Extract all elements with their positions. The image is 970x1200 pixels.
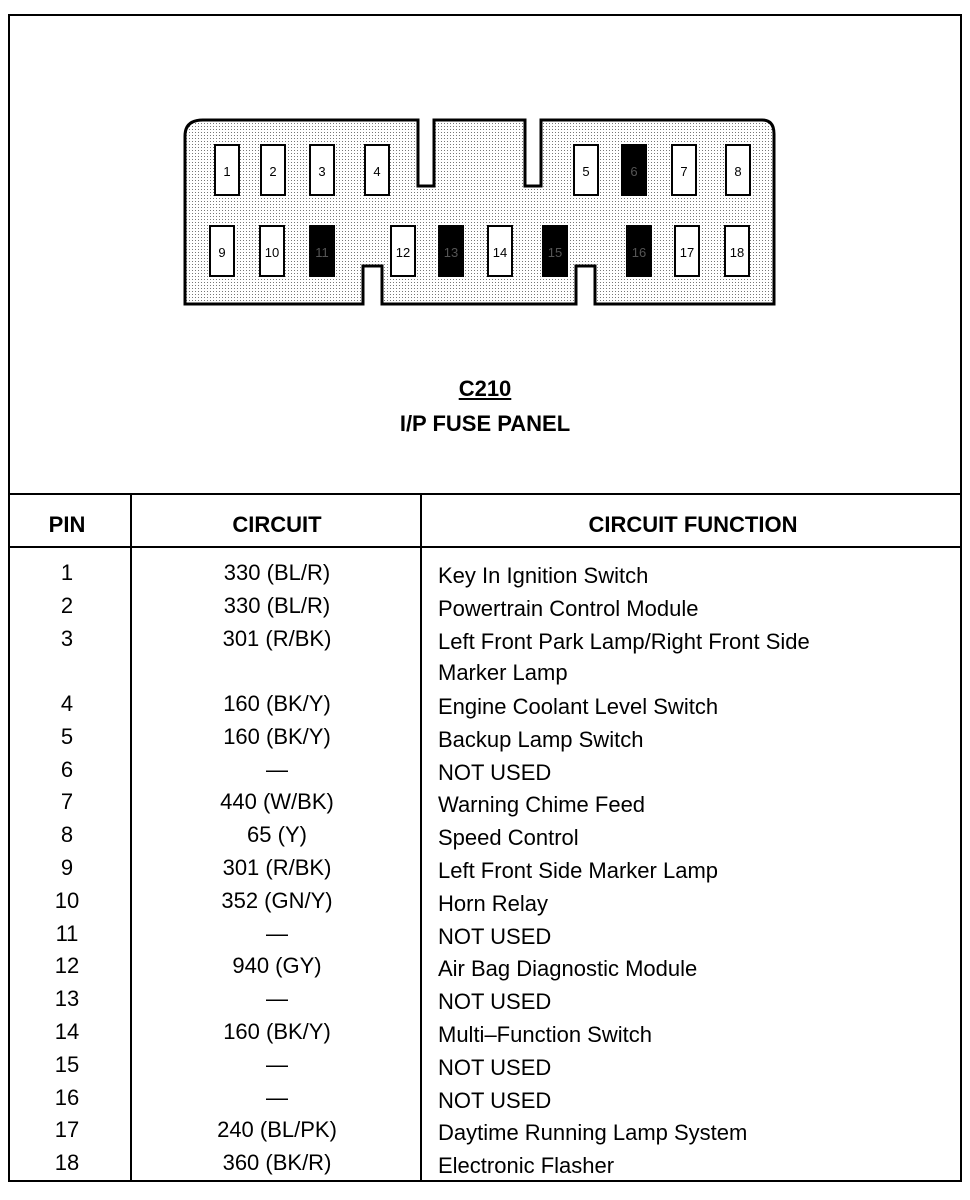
header-pin: PIN [48,512,86,537]
connector-cavity-5 [574,145,598,195]
row-pin: 9 [60,855,74,880]
row-function-line: NOT USED [438,1087,552,1113]
row-function-line: Marker Lamp [438,659,568,685]
row-pin: 8 [60,822,74,848]
row-circuit: 360 (BK/R) [222,1150,332,1176]
connector-cavity-17 [675,226,699,276]
row-function-line: Left Front Park Lamp/Right Front Side [438,628,810,654]
row-function-line: Warning Chime Feed [438,792,646,818]
table-row [0,1052,970,1085]
row-pin: 10 [54,887,80,913]
table-row [0,888,970,921]
row-pin: 1 [60,560,74,585]
table-row [0,953,970,986]
header-circuit: CIRCUIT [232,512,322,537]
table-row [0,789,970,822]
row-circuit: 940 (GY) [232,953,322,979]
row-function [438,691,958,722]
row-circuit: 330 (BL/R) [223,592,331,618]
cavity-number: 10 [264,245,280,260]
row-pin: 16 [54,1084,80,1110]
connector-name: I/P FUSE PANEL [399,411,571,436]
connector-id: C210 [458,376,512,401]
row-function-line: NOT USED [438,989,552,1015]
row-function [438,855,958,886]
row-pin: 3 [60,625,74,651]
connector-cavity-18 [725,226,749,276]
row-pin: 12 [54,953,80,979]
row-function-line: Engine Coolant Level Switch [438,694,719,719]
row-pin: 4 [60,691,74,716]
cavity-number: 17 [679,245,695,260]
row-function-line: Left Front Side Marker Lamp [438,858,719,883]
row-pin: 6 [60,756,74,782]
row-function [438,1019,958,1050]
row-function-line: Key In Ignition Switch [438,563,649,588]
row-circuit: 160 (BK/Y) [223,723,331,749]
row-circuit: — [266,1051,288,1077]
row-circuit: 160 (BK/Y) [223,1019,331,1044]
connector-cavity-8 [726,145,750,195]
connector-cavity-6 [622,145,646,195]
row-function [438,593,958,624]
connector-cavity-16 [627,226,651,276]
header-circuit-function: CIRCUIT FUNCTION [588,512,798,537]
table-row [0,724,970,757]
row-function-line: Backup Lamp Switch [438,726,644,752]
row-function [438,921,958,952]
connector-cavity-4 [365,145,389,195]
row-function [438,986,958,1017]
row-circuit: 240 (BL/PK) [217,1117,337,1143]
cavity-number: 5 [582,164,590,179]
table-header-rule [8,546,962,548]
row-circuit: 65 (Y) [247,822,307,848]
row-function [438,888,958,919]
row-circuit: 160 (BK/Y) [223,691,331,716]
connector-cavity-15 [543,226,567,276]
table-row [0,625,970,685]
cavity-number: 12 [395,245,411,260]
row-function-line: Multi–Function Switch [438,1022,652,1047]
row-pin: 14 [54,1019,80,1044]
row-function [438,560,958,591]
row-circuit: 301 (R/BK) [222,625,332,651]
connector-cavity-7 [672,145,696,195]
table-row [0,855,970,888]
row-function [438,626,958,688]
row-function-line: Powertrain Control Module [438,595,699,621]
row-function [438,1117,958,1148]
connector-cavity-1 [215,145,239,195]
row-function [438,822,958,853]
table-row [0,691,970,724]
cavity-number: 16 [631,245,647,260]
row-circuit: — [266,756,288,782]
connector-cavity-12 [391,226,415,276]
row-function [438,789,958,820]
row-pin: 5 [60,723,74,749]
row-pin: 18 [54,1150,80,1176]
cavity-number: 3 [318,164,326,179]
table-row [0,593,970,626]
connector-cavity-14 [488,226,512,276]
cavity-number: 13 [443,245,459,260]
table-row [0,822,970,855]
row-pin: 11 [55,920,79,946]
cavity-number: 8 [734,164,742,179]
cavity-number: 2 [269,164,277,179]
row-function-line: NOT USED [438,759,552,785]
connector-cavity-10 [260,226,284,276]
row-function [438,1150,958,1181]
row-function [438,1085,958,1116]
row-function-line: Daytime Running Lamp System [438,1120,748,1146]
connector-cavity-2 [261,145,285,195]
connector-cavity-3 [310,145,334,195]
cavity-number: 11 [315,245,329,260]
row-pin: 17 [54,1117,80,1143]
table-row [0,1150,970,1183]
table-row [0,1117,970,1150]
row-circuit: 440 (W/BK) [220,789,334,815]
cavity-number: 18 [729,245,745,260]
cavity-number: 9 [218,245,226,260]
table-row [0,986,970,1019]
table-top-rule [8,493,962,495]
cavity-number: 15 [547,245,563,260]
table-row [0,757,970,790]
connector-cavity-9 [210,226,234,276]
table-row [0,921,970,954]
row-pin: 15 [54,1051,80,1077]
connector-c210-face [0,0,970,340]
row-function [438,1052,958,1083]
row-function [438,724,958,755]
table-row [0,1085,970,1118]
row-pin: 13 [54,986,80,1012]
row-circuit: — [266,986,288,1012]
cavity-number: 14 [492,245,508,260]
row-function-line: NOT USED [438,1054,552,1080]
row-circuit: — [266,920,288,946]
row-function-line: Speed Control [438,825,579,851]
cavity-number: 7 [680,164,688,179]
row-function-line: Electronic Flasher [438,1153,615,1179]
row-pin: 2 [60,592,74,618]
row-circuit: — [266,1084,288,1110]
cavity-number: 4 [373,164,381,179]
connector-cavity-13 [439,226,463,276]
table-row [0,560,970,593]
row-function-line: NOT USED [438,923,552,949]
cavity-number: 1 [223,164,231,179]
row-function [438,953,958,984]
row-function-line: Air Bag Diagnostic Module [438,956,698,982]
row-function-line: Horn Relay [438,890,549,916]
cavity-number: 6 [630,164,638,179]
row-circuit: 301 (R/BK) [222,855,332,880]
row-pin: 7 [60,789,74,815]
table-row [0,1019,970,1052]
connector-cavity-11 [310,226,334,276]
row-circuit: 352 (GN/Y) [221,887,333,913]
row-function [438,757,958,788]
row-circuit: 330 (BL/R) [223,560,331,585]
